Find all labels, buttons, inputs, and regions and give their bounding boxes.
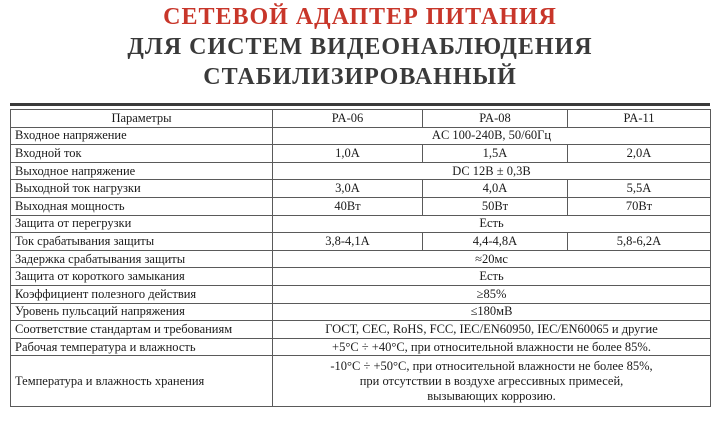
column-header: Параметры: [11, 110, 273, 128]
title-line-3: СТАБИЛИЗИРОВАННЫЙ: [203, 64, 517, 90]
row-value-line: при отсутствии в воздухе агрессивных примесей,: [359, 373, 624, 388]
table-row: [11, 180, 711, 198]
row-value: [273, 356, 711, 407]
row-value: ГОСТ, CEC, RoHS, FCC, IEC/EN60950, IEC/EN60065 и другие: [273, 321, 711, 339]
row-value: 5,8-6,2A: [568, 233, 711, 251]
row-value-line: -10°C ÷ +50°C, при относительной влажности не более 85%,: [330, 358, 653, 373]
table-row: [11, 197, 711, 215]
table-header-row: [11, 110, 711, 128]
column-header: PA-06: [273, 110, 423, 128]
header-divider: [10, 103, 710, 106]
row-label: Соответствие стандартам и требованиям: [11, 321, 273, 339]
row-value: 3,0A: [273, 180, 423, 198]
row-label: Выходное напряжение: [11, 162, 273, 180]
row-label: Защита от перегрузки: [11, 215, 273, 233]
row-value: Есть: [273, 215, 711, 233]
row-label: Температура и влажность хранения: [11, 356, 273, 407]
row-label: Ток срабатывания защиты: [11, 233, 273, 251]
table-row: [11, 250, 711, 268]
table-row: [11, 162, 711, 180]
row-value: 2,0A: [568, 145, 711, 163]
row-label: Уровень пульсаций напряжения: [11, 303, 273, 321]
table-row: [11, 127, 711, 145]
row-value: ≈20мс: [273, 250, 711, 268]
row-value: 1,0A: [273, 145, 423, 163]
spec-table: [10, 109, 711, 407]
row-label: Рабочая температура и влажность: [11, 338, 273, 356]
row-label: Защита от короткого замыкания: [11, 268, 273, 286]
row-value: ≤180мВ: [273, 303, 711, 321]
row-value: 1,5A: [423, 145, 568, 163]
row-label: Выходная мощность: [11, 197, 273, 215]
column-header: PA-11: [568, 110, 711, 128]
table-row: [11, 233, 711, 251]
row-value: Есть: [273, 268, 711, 286]
row-value: AC 100-240В, 50/60Гц: [273, 127, 711, 145]
row-value: +5°C ÷ +40°C, при относительной влажности не более 85%.: [273, 338, 711, 356]
table-row: [11, 268, 711, 286]
row-value: 4,0A: [423, 180, 568, 198]
row-value: 3,8-4,1A: [273, 233, 423, 251]
title-line-1: СЕТЕВОЙ АДАПТЕР ПИТАНИЯ: [163, 4, 557, 30]
table-row: [11, 145, 711, 163]
row-value: ≥85%: [273, 285, 711, 303]
row-label: Задержка срабатывания защиты: [11, 250, 273, 268]
column-header: PA-08: [423, 110, 568, 128]
table-row: [11, 285, 711, 303]
row-value: 5,5A: [568, 180, 711, 198]
title-line-2: ДЛЯ СИСТЕМ ВИДЕОНАБЛЮДЕНИЯ: [127, 34, 593, 60]
table-row: [11, 303, 711, 321]
row-label: Входное напряжение: [11, 127, 273, 145]
row-value: 70Вт: [568, 197, 711, 215]
table-row: [11, 215, 711, 233]
row-label: Коэффициент полезного действия: [11, 285, 273, 303]
row-value: 4,4-4,8A: [423, 233, 568, 251]
row-value-line: вызывающих коррозию.: [427, 388, 556, 403]
table-row: [11, 356, 711, 407]
row-value: 50Вт: [423, 197, 568, 215]
row-label: Входной ток: [11, 145, 273, 163]
row-label: Выходной ток нагрузки: [11, 180, 273, 198]
row-value: DC 12B ± 0,3B: [273, 162, 711, 180]
table-row: [11, 321, 711, 339]
row-value: 40Вт: [273, 197, 423, 215]
table-row: [11, 338, 711, 356]
